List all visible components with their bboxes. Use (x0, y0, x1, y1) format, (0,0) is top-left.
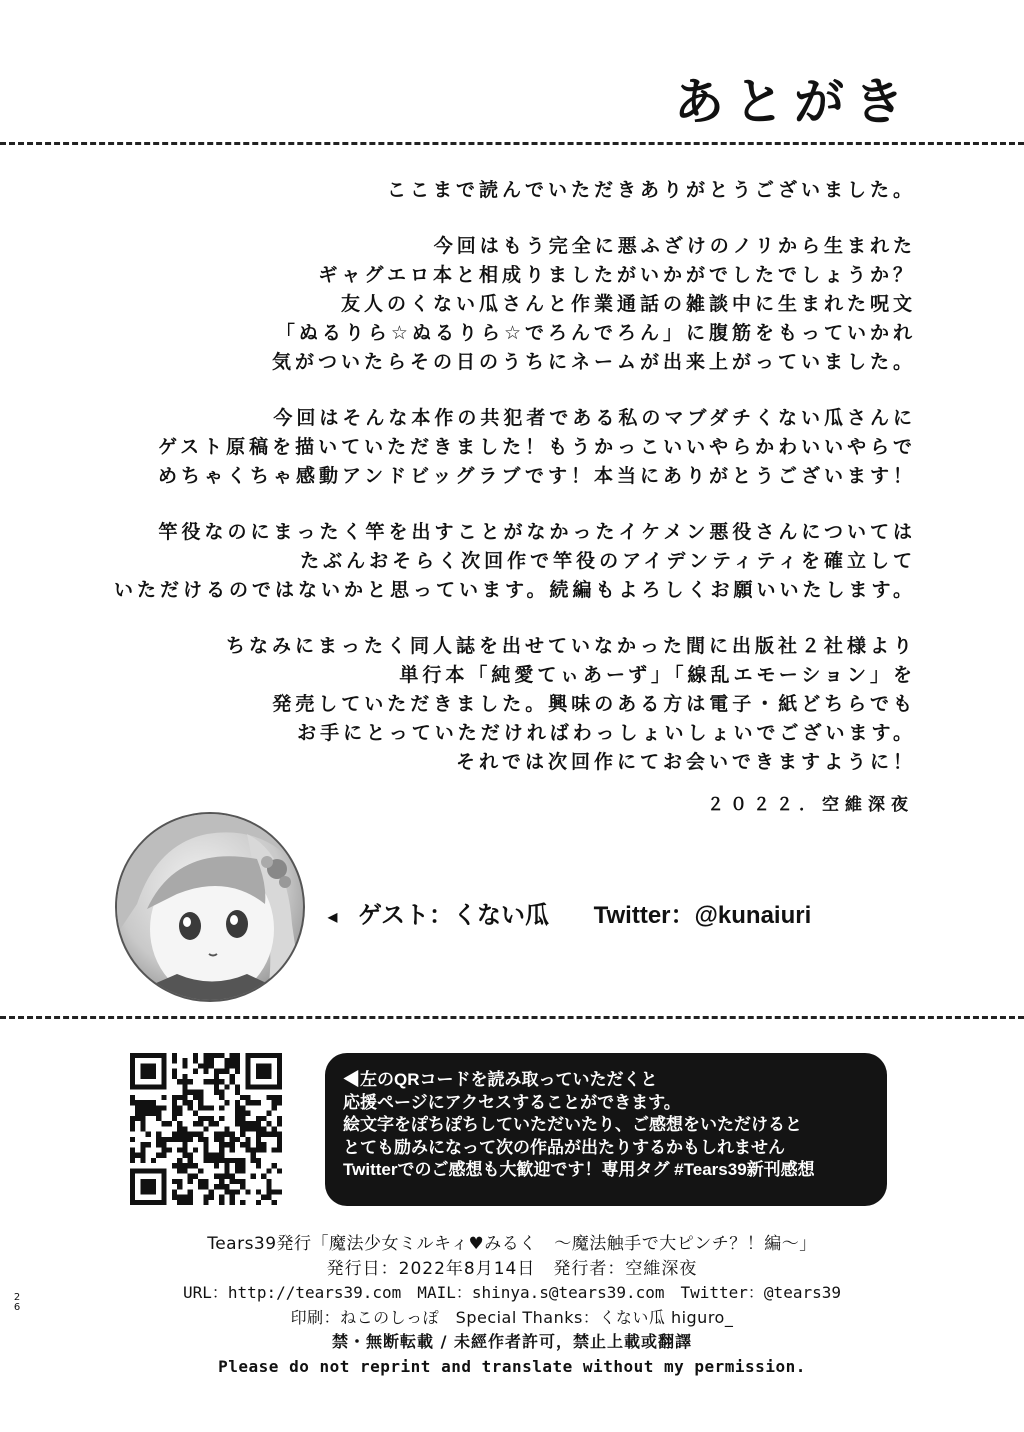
page-number-text: 2 6 (13, 1292, 21, 1313)
afterword-line: めちゃくちゃ感動アンドビッグラブです！本当にありがとうございます！ (157, 465, 916, 487)
contact-info: URL：http://tears39.com MAIL：shinya.s@tears39.com Twitter：@tears39 (183, 1283, 841, 1302)
afterword-line: ゲスト原稿を描いていただきました！もうかっこいいやらかわいいやらで (157, 436, 916, 458)
notice-line: 絵文字をぽちぽちしていただいたり、ご感想をいただけると (343, 1115, 802, 1134)
middle-divider (0, 1016, 1024, 1019)
page-title: あとがき (674, 72, 914, 131)
notice-line: Twitterでのご感想も大歓迎です！専用タグ #Tears39新刊感想 (343, 1160, 815, 1179)
afterword-line: 単行本「純愛てぃあーず」「線乱エモーション」を (399, 664, 916, 686)
afterword-line: 竿役なのにまったく竿を出すことがなかったイケメン悪役さんについては (158, 521, 916, 543)
afterword-line: 友人のくない瓜さんと作業通話の雑談中に生まれた呪文 (340, 293, 916, 315)
afterword-line: 今回はそんな本作の共犯者である私のマブダチくない瓜さんに (273, 407, 916, 429)
reprint-prohibition-en: Please do not reprint and translate without my permission. (218, 1356, 806, 1376)
notice-line: とても励みになって次の作品が出たりするかもしれません (343, 1137, 785, 1157)
afterword-line: ちなみにまったく同人誌を出せていなかった間に出版社２社様より (225, 635, 916, 657)
guest-avatar (115, 812, 305, 1002)
afterword-paragraph (96, 518, 916, 605)
guest-twitter: Twitter：@kunaiuri (593, 902, 812, 929)
reprint-prohibition-cjk: 禁・無断転載 / 未經作者許可，禁止上載或翻譯 (332, 1332, 692, 1351)
qr-notice-box (325, 1053, 887, 1206)
afterword-paragraph (96, 632, 916, 777)
colophon (0, 1232, 1024, 1379)
afterword-line: 「ぬるりら☆ぬるりら☆でろんでろん」に腹筋をもっていかれ (275, 322, 916, 344)
afterword-line: たぶんおそらく次回作で竿役のアイデンティティを確立して (300, 550, 916, 572)
publication-date: 発行日：2022年8月14日 発行者：空維深夜 (326, 1258, 698, 1279)
notice-line: 応援ページにアクセスすることができます。 (343, 1092, 681, 1112)
afterword-line: 発売していただきました。興味のある方は電子・紙どちらでも (272, 693, 916, 715)
printing-credits: 印刷：ねこのしっぽ Special Thanks：くない瓜 higuro_ (290, 1307, 734, 1327)
qr-code-icon (130, 1053, 282, 1205)
top-divider (0, 142, 1024, 145)
guest-credit (328, 895, 811, 930)
guest-portrait-illustration (117, 814, 303, 1000)
afterword-line: お手にとっていただければわっしょいしょいでございます。 (297, 722, 916, 744)
afterword-paragraph (96, 232, 916, 377)
afterword-line: それでは次回作にてお会いできますように！ (455, 751, 916, 773)
afterword-line: ギャグエロ本と相成りましたがいかがでしたでしょうか？ (318, 264, 916, 286)
afterword-line: ここまで読んでいただきありがとうございました。 (386, 179, 916, 201)
left-arrow-icon: ◀ (328, 909, 338, 924)
notice-line: ◀左のQRコードを読み取っていただくと (343, 1070, 658, 1089)
afterword-paragraph (96, 404, 916, 491)
signature: ２０２２．空維深夜 (707, 795, 914, 815)
qr-code[interactable] (130, 1053, 282, 1205)
afterword-text (96, 176, 916, 804)
afterword-line: 気がついたらその日のうちにネームが出来上がっていました。 (271, 351, 916, 373)
afterword-paragraph (96, 176, 916, 205)
afterword-line: いただけるのではないかと思っています。続編もよろしくお願いいたします。 (114, 579, 916, 601)
guest-name: ゲスト：くない瓜 (357, 902, 549, 929)
publication-title: Tears39発行「魔法少女ミルキィ♥みるく ～魔法触手で大ピンチ？！編～」 (207, 1234, 817, 1254)
afterword-line: 今回はもう完全に悪ふざけのノリから生まれた (433, 235, 916, 257)
page-number (13, 1293, 21, 1313)
